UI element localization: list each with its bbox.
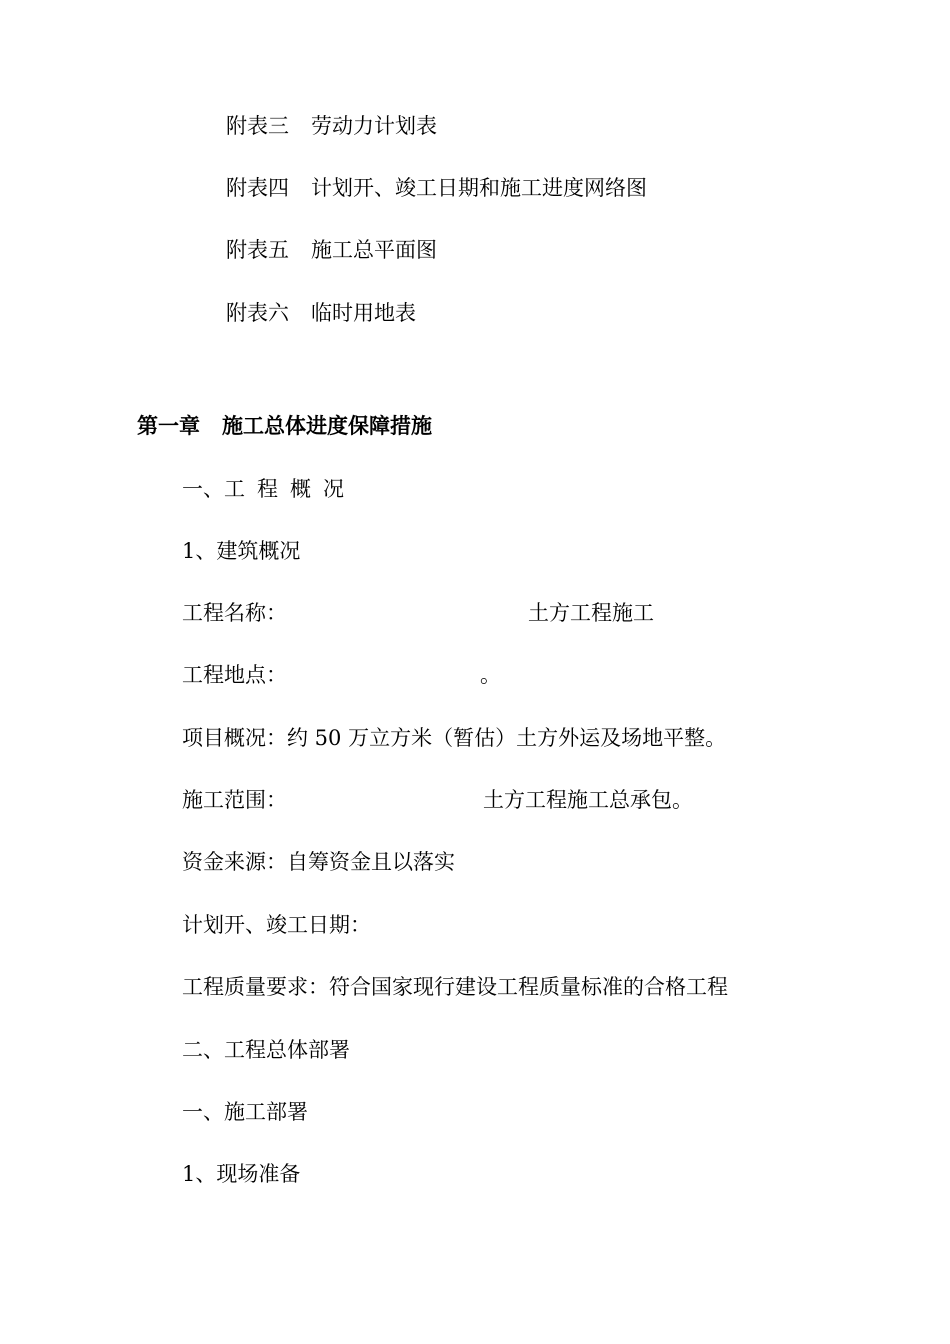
toc-entry <box>226 236 437 264</box>
field-label: 工程地点： <box>182 663 287 687</box>
schedule-dates: 计划开、竣工日期： <box>182 913 371 937</box>
heading-char: 工 <box>224 477 245 501</box>
project-scope-row <box>182 786 782 814</box>
chapter-heading <box>137 412 432 440</box>
toc-label: 附表五 <box>226 238 289 262</box>
field-value: 土方工程施工总承包。 <box>483 788 693 812</box>
toc-entry <box>226 299 416 327</box>
project-overview: 项目概况：约 50 万立方米（暂估）土方外运及场地平整。 <box>182 726 727 750</box>
project-name-row <box>182 599 782 627</box>
section-prefix: 一、 <box>182 477 224 501</box>
heading-char: 概 <box>290 477 311 501</box>
heading-char: 况 <box>323 477 344 501</box>
toc-label: 附表四 <box>226 176 289 200</box>
toc-entry <box>226 112 437 140</box>
project-location-row <box>182 661 782 689</box>
toc-entry <box>226 174 647 202</box>
field-label: 工程名称： <box>182 601 287 625</box>
toc-title: 临时用地表 <box>311 301 416 325</box>
subsection-heading: 1、建筑概况 <box>182 539 301 563</box>
section-heading <box>182 475 356 503</box>
toc-title: 施工总平面图 <box>311 238 437 262</box>
field-label: 施工范围： <box>182 788 287 812</box>
toc-title: 劳动力计划表 <box>311 114 437 138</box>
field-value: 。 <box>480 663 501 687</box>
section-heading: 二、工程总体部署 <box>182 1038 350 1062</box>
quality-requirement: 工程质量要求：符合国家现行建设工程质量标准的合格工程 <box>182 975 728 999</box>
heading-char: 程 <box>257 477 278 501</box>
chapter-title: 施工总体进度保障措施 <box>222 413 432 438</box>
chapter-number: 第一章 <box>137 413 200 438</box>
toc-title: 计划开、竣工日期和施工进度网络图 <box>311 176 647 200</box>
subsection-heading: 1、现场准备 <box>182 1162 301 1186</box>
toc-label: 附表六 <box>226 301 289 325</box>
field-value: 土方工程施工 <box>528 601 654 625</box>
subsection-heading: 一、施工部署 <box>182 1100 308 1124</box>
funding-source: 资金来源：自筹资金且以落实 <box>182 850 455 874</box>
toc-label: 附表三 <box>226 114 289 138</box>
